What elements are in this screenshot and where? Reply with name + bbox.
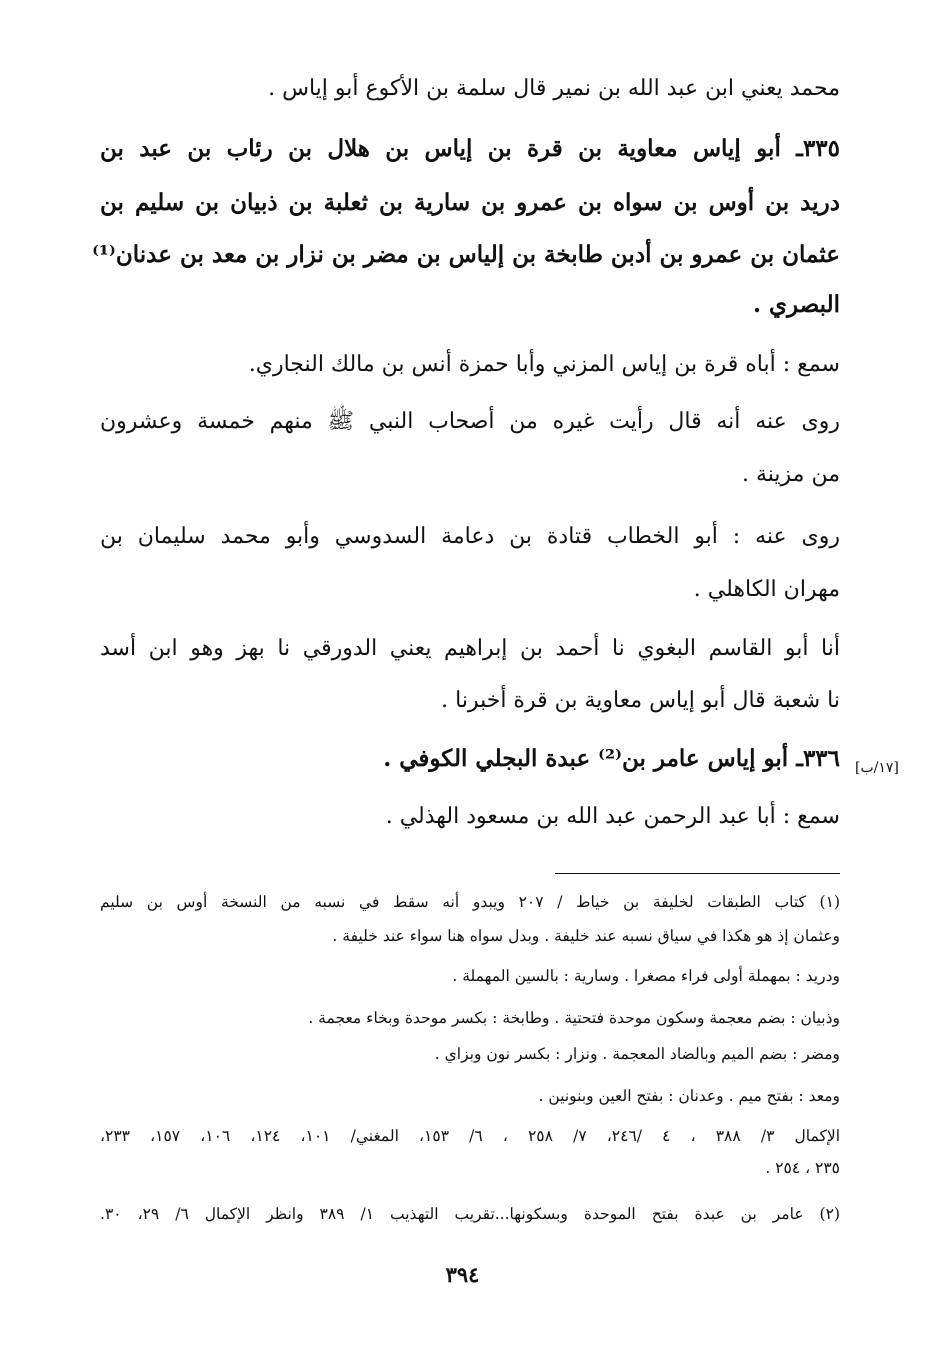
footnote-1-line-2: وعثمان إذ هو هكذا في سياق نسبه عند خليفة . وبدل سواه هنا سواء عند خليفة . — [332, 927, 840, 945]
isnad-line-2: نا شعبة قال أبو إياس معاوية بن قرة أخبرنا . — [441, 688, 840, 713]
footnote-1-line-5: ومضر : بضم الميم وبالضاد المعجمة . ونزار : بكسر نون وبزاي . — [434, 1045, 840, 1063]
footnote-1-line-6: ومعد : بفتح ميم . وعدنان : بفتح العين وبنونين . — [538, 1087, 840, 1105]
footnote-separator — [555, 873, 840, 874]
entry-335-heading-line-3: عثمان بن عمرو بن أدبن طابخة بن إلياس بن مضر بن نزار بن معد بن عدنان⁽¹⁾ — [92, 241, 840, 268]
entry-335-heading-line-2: دريد بن أوس بن سواه بن عمرو بن سارية بن ثعلبة بن ذبيان بن سليم بن — [100, 189, 841, 216]
narration-line-1: روى عنه أنه قال رأيت غيره من أصحاب النبي ﷺ منهم خمسة وعشرون — [100, 409, 840, 434]
footnote-1-line-4: وذبيان : بضم معجمة وسكون موحدة فتحتية . وطابخة : بكسر موحدة وبخاء معجمة . — [308, 1009, 840, 1027]
footnote-1-line-1: (١) كتاب الطبقات لخليفة بن خياط / ٢٠٧ ويبدو أنه سقط في نسبه من النسخة أوس بن سليم — [100, 893, 840, 911]
entry-335-heading-line-4: البصري . — [753, 291, 840, 318]
heard-from-line: سمع : أباه قرة بن إياس المزني وأبا حمزة أنس بن مالك النجاري. — [248, 352, 840, 377]
narration-line-2: من مزينة . — [742, 462, 840, 487]
folio-margin-note: [١٧/ب] — [855, 760, 899, 776]
footnote-2: (٢) عامر بن عبدة بفتح الموحدة وبسكونها...تقريب التهذيب ١/ ٣٨٩ وانظر الإكمال ٦/ ٢٩، ٣٠. — [100, 1205, 840, 1223]
entry-335-heading-line-1: ٣٣٥ـ أبو إياس معاوية بن قرة بن إياس بن هلال بن رئاب بن عبد بن — [100, 135, 840, 162]
entry-336-heard-from: سمع : أبا عبد الرحمن عبد الله بن مسعود الهذلي . — [385, 804, 840, 829]
footnote-1-line-7: الإكمال ٣/ ٣٨٨ ، ٤ /٢٤٦، ٧/ ٢٥٨ ، ٦/ ١٥٣، المغني/ ١٠١، ١٢٤، ١٠٦، ١٥٧، ٢٣٣، — [100, 1127, 841, 1145]
isnad-line-1: أنا أبو القاسم البغوي نا أحمد بن إبراهيم يعني الدورقي نا بهز وهو ابن أسد — [100, 636, 840, 661]
narrators-line-1: روى عنه : أبو الخطاب قتادة بن دعامة السدوسي وأبو محمد سليمان بن — [100, 524, 840, 549]
footnote-1-line-3: ودريد : بمهملة أولى فراء مصغرا . وسارية : بالسين المهملة . — [452, 967, 840, 985]
narrators-line-2: مهران الكاهلي . — [693, 577, 840, 602]
footnote-1-line-8: ٢٣٥ ، ٢٥٤ . — [765, 1159, 840, 1177]
page-number: ٣٩٤ — [445, 1262, 480, 1287]
entry-336-heading: ٣٣٦ـ أبو إياس عامر بن⁽²⁾ عبدة البجلي الكوفي . — [383, 745, 840, 772]
text-line-1: محمد يعني ابن عبد الله بن نمير قال سلمة بن الأكوع أبو إياس . — [268, 76, 840, 101]
